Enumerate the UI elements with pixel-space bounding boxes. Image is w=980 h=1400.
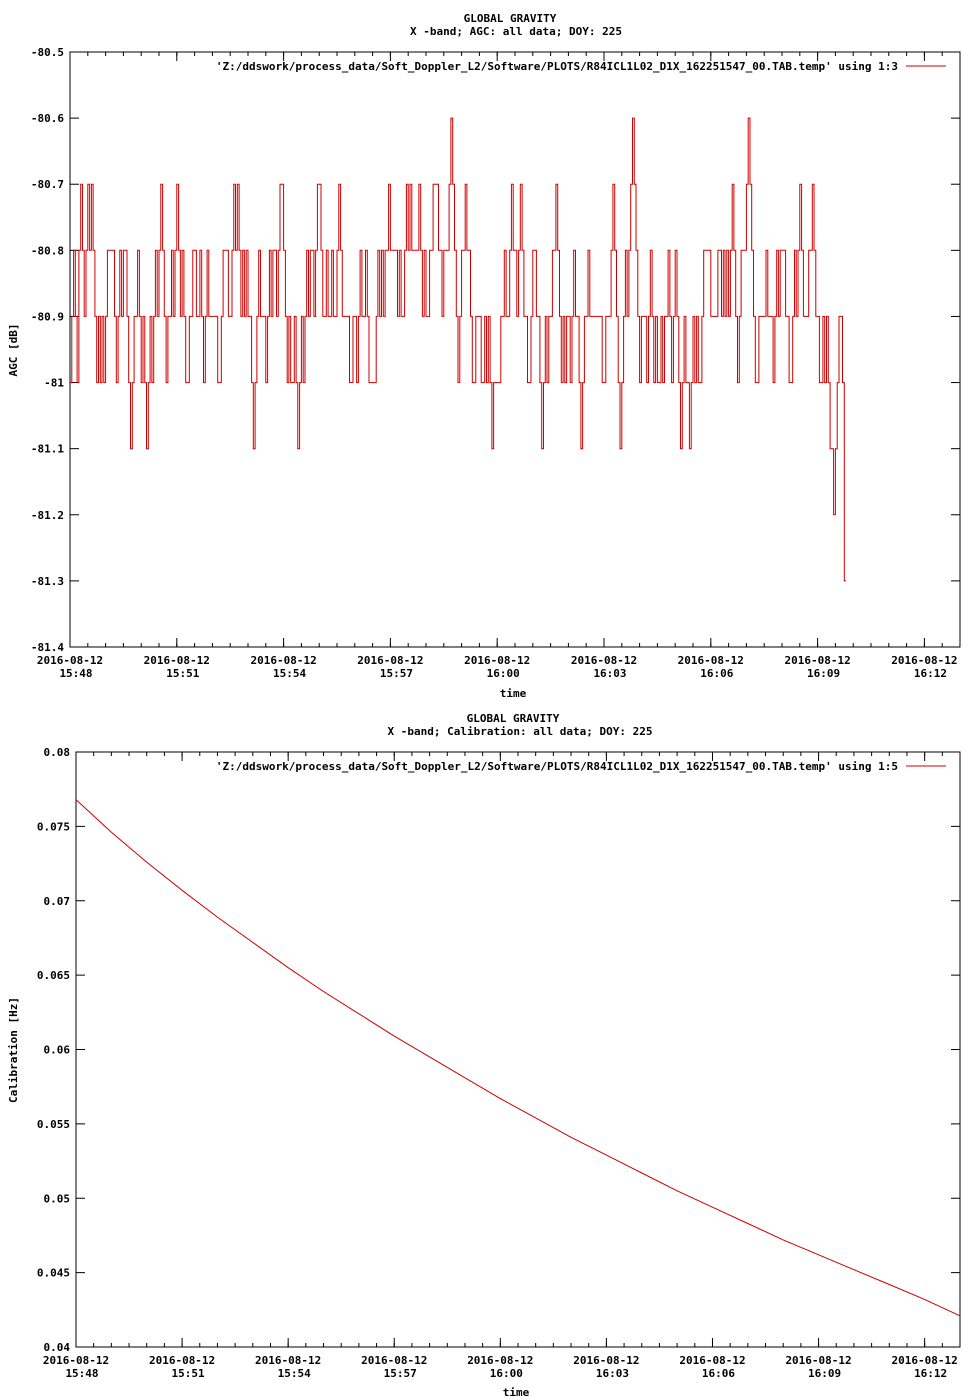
series-line (76, 800, 960, 1316)
chart-subtitle: X -band; AGC: all data; DOY: 225 (410, 25, 622, 38)
y-tick-label: -81.1 (30, 442, 64, 456)
x-tick-time-label: 15:51 (171, 1367, 205, 1380)
x-tick-date-label: 2016-08-12 (464, 654, 531, 667)
legend-label: 'Z:/ddswork/process_data/Soft_Doppler_L2/Software/PLOTS/R84ICL1L02_D1X_162251547_00.TAB.temp' using 1:3 (215, 60, 898, 73)
x-tick-date-label: 2016-08-12 (36, 654, 104, 667)
y-tick-label: -80.7 (30, 178, 64, 192)
agc-chart (7, 12, 960, 700)
x-tick-date-label: 2016-08-12 (891, 654, 958, 667)
x-tick-time-label: 16:00 (486, 667, 520, 680)
x-tick-time-label: 15:51 (166, 667, 200, 680)
y-tick-label: 0.055 (36, 1117, 70, 1131)
y-tick-label: -80.6 (30, 112, 64, 126)
x-tick-time-label: 16:09 (807, 1367, 842, 1380)
y-tick-label: -81.3 (30, 574, 64, 588)
x-tick-date-label: 2016-08-12 (677, 654, 744, 667)
x-tick-time-label: 16:06 (700, 667, 734, 680)
y-tick-label: 0.045 (36, 1266, 70, 1280)
x-tick-date-label: 2016-08-12 (357, 654, 424, 667)
x-tick-time-label: 16:12 (913, 667, 947, 680)
series-line (70, 118, 846, 581)
y-tick-label: -81.2 (30, 508, 64, 522)
y-tick-label: -81 (44, 376, 64, 390)
x-tick-time-label: 16:03 (593, 667, 627, 680)
x-tick-date-label: 2016-08-12 (891, 1354, 958, 1367)
y-tick-label: 0.07 (43, 894, 70, 908)
y-tick-label: 0.06 (43, 1043, 70, 1057)
y-tick-label: 0.08 (43, 746, 70, 759)
x-tick-time-label: 16:06 (701, 1367, 736, 1380)
x-tick-date-label: 2016-08-12 (148, 1354, 216, 1367)
x-tick-date-label: 2016-08-12 (143, 654, 210, 667)
y-tick-label: -81.4 (30, 641, 64, 654)
x-axis-label: time (502, 1386, 530, 1399)
y-tick-label: 0.075 (36, 820, 70, 834)
y-tick-label: -80.9 (30, 310, 64, 324)
x-tick-date-label: 2016-08-12 (570, 654, 638, 667)
legend-label: 'Z:/ddswork/process_data/Soft_Doppler_L2/Software/PLOTS/R84ICL1L02_D1X_162251547_00.TAB.temp' using 1:5 (215, 760, 898, 773)
x-tick-date-label: 2016-08-12 (467, 1354, 534, 1367)
x-tick-time-label: 15:57 (383, 1367, 417, 1380)
calibration-chart (7, 712, 960, 1399)
x-tick-date-label: 2016-08-12 (573, 1354, 640, 1367)
plot-frame (76, 752, 960, 1347)
x-tick-time-label: 16:09 (807, 667, 841, 680)
x-tick-time-label: 16:00 (489, 1367, 523, 1380)
x-tick-time-label: 16:03 (595, 1367, 629, 1380)
x-tick-time-label: 15:54 (277, 1367, 311, 1380)
x-tick-time-label: 16:12 (914, 1367, 948, 1380)
chart-title: GLOBAL GRAVITY (463, 12, 557, 25)
x-tick-date-label: 2016-08-12 (255, 1354, 322, 1367)
x-axis-label: time (499, 687, 527, 700)
x-tick-time-label: 15:57 (379, 667, 413, 680)
chart-subtitle: X -band; Calibration: all data; DOY: 225 (387, 725, 653, 738)
x-tick-date-label: 2016-08-12 (785, 1354, 852, 1367)
y-tick-label: 0.065 (36, 969, 70, 983)
y-tick-label: 0.04 (43, 1341, 70, 1354)
x-tick-date-label: 2016-08-12 (784, 654, 851, 667)
x-tick-date-label: 2016-08-12 (679, 1354, 746, 1367)
y-tick-label: -80.8 (30, 244, 64, 258)
y-tick-label: 0.05 (43, 1192, 70, 1206)
x-tick-time-label: 15:54 (273, 667, 307, 680)
x-tick-time-label: 15:48 (65, 1367, 99, 1380)
y-tick-label: -80.5 (30, 46, 64, 59)
y-axis-label: AGC [dB] (7, 323, 20, 377)
x-tick-date-label: 2016-08-12 (42, 1354, 110, 1367)
x-tick-date-label: 2016-08-12 (361, 1354, 428, 1367)
x-tick-time-label: 15:48 (59, 667, 93, 680)
x-tick-date-label: 2016-08-12 (250, 654, 317, 667)
y-axis-label: Calibration [Hz] (7, 997, 20, 1103)
chart-title: GLOBAL GRAVITY (466, 712, 560, 725)
